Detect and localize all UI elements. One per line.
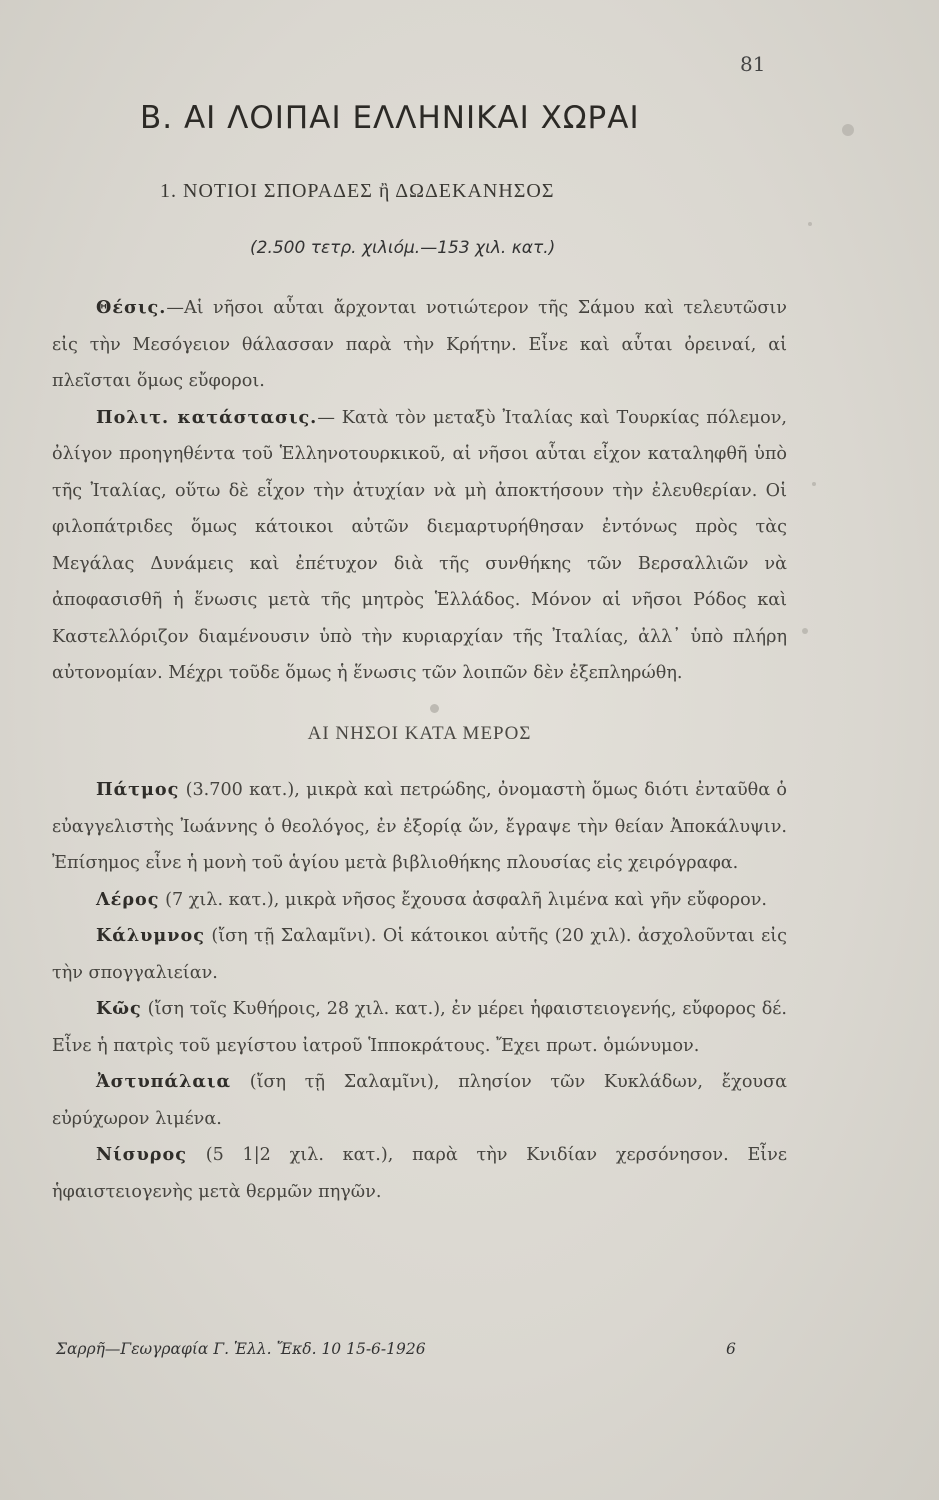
speck: [802, 628, 808, 634]
footer-imprint: Σαρρῆ—Γεωγραφία Γ. Ἑλλ. Ἔκδ. 10 15-6-1926: [56, 1340, 426, 1358]
area-population-line: (2.500 τετρ. χιλιόμ.—153 χιλ. κατ.): [250, 238, 556, 258]
island-entry: [52, 991, 787, 1064]
island-name: Νίσυρος: [96, 1144, 187, 1165]
island-description: (5 1|2 χιλ. κατ.), παρὰ τὴν Κνιδίαν χερσόνησον. Εἶνε ἡφαιστειογενὴς μετὰ θερμῶν πηγῶν.: [52, 1145, 787, 1202]
subheading: ΑΙ ΝΗΣΟΙ ΚΑΤΑ ΜΕΡΟΣ: [307, 722, 532, 744]
paragraph-text: —Αἱ νῆσοι αὗται ἄρχονται νοτιώτερον τῆς Σάμου καὶ τελευτῶσιν εἰς τὴν Μεσόγειον θάλασσαν παρὰ τὴν Κρήτην. Εἶνε καὶ αὗται ὀρειναί, αἱ πλεῖσται ὅμως εὔφοροι.: [52, 298, 787, 391]
speck: [842, 124, 854, 136]
footer-imprint-line: [56, 1340, 796, 1358]
island-description: (7 χιλ. κατ.), μικρὰ νῆσος ἔχουσα ἀσφαλῆ λιμένα καὶ γῆν εὔφορον.: [159, 889, 767, 910]
island-name: Ἀστυπάλαια: [96, 1071, 232, 1092]
island-entry: [52, 772, 787, 882]
island-entry: [52, 1064, 787, 1137]
paragraph-key: Θέσις.: [96, 297, 167, 318]
paragraph-political-status: [52, 400, 787, 692]
page-number: 81: [740, 52, 766, 76]
island-description: (ἴση τῇ Σαλαμῖνι). Οἱ κάτοικοι αὐτῆς (20 χιλ). ἀσχολοῦνται εἰς τὴν σπογγαλιείαν.: [52, 926, 787, 983]
island-entry: [52, 1137, 787, 1210]
island-entry: [52, 918, 787, 991]
paragraph-text: — Κατὰ τὸν μεταξὺ Ἰταλίας καὶ Τουρκίας πόλεμον, ὀλίγον προηγηθέντα τοῦ Ἑλληνοτουρκικοῦ, αἱ νῆσοι αὗται εἶχον καταληφθῆ ὑπὸ τῆς Ἰταλίας, οὕτω δὲ εἶχον τὴν ἀτυχίαν νὰ μὴ ἀποκτήσουν τὴν ἐλευθερίαν. Οἱ φιλοπάτριδες ὅμως κάτοικοι αὐτῶν διεμαρτυρήθησαν ἐντόνως πρὸς τὰς Μεγάλας Δυνάμεις καὶ ἐπέτυχον διὰ τῆς συνθήκης τῶν Βερσαλλιῶν νὰ ἀποφασισθῆ ἡ ἕνωσις μετὰ τῆς μητρὸς Ἑλλάδος. Μόνον αἱ νῆσοι Ρόδος καὶ Καστελλόριζον διαμένουσιν ὑπὸ τὴν κυριαρχίαν τῆς Ἰταλίας, ἀλλ᾽ ὑπὸ πλήρη αὐτονομίαν. Μέχρι τοῦδε ὅμως ἡ ἕνωσις τῶν λοιπῶν δὲν ἐξεπληρώθη.: [52, 407, 788, 683]
section-title: 1. ΝΟΤΙΟΙ ΣΠΟΡΑΔΕΣ ἢ ΔΩΔΕΚΑΝΗΣΟΣ: [160, 180, 555, 202]
island-name: Κάλυμνος: [96, 925, 205, 946]
island-description: (3.700 κατ.), μικρὰ καὶ πετρώδης, ὀνομαστὴ ὅμως διότι ἐνταῦθα ὁ εὐαγγελιστὴς Ἰωάννης ὁ θεολόγος, ἐν ἐξορίᾳ ὤν, ἔγραψε τὴν θείαν Ἀποκάλυψιν. Ἐπίσημος εἶνε ἡ μονὴ τοῦ ἁγίου μετὰ βιβλιοθήκης πλουσίας εἰς χειρόγραφα.: [52, 780, 787, 873]
paragraph-key: Πολιτ. κατάστασις.: [96, 406, 318, 428]
island-description: (ἴση τῇ Σαλαμῖνι), πλησίον τῶν Κυκλάδων, ἔχουσα εὐρύχωρον λιμένα.: [52, 1072, 787, 1129]
speck: [808, 222, 812, 226]
body-text: [52, 290, 787, 1210]
island-description: (ἴση τοῖς Κυθήροις, 28 χιλ. κατ.), ἐν μέρει ἡφαιστειογενής, εὔφορος δέ. Εἶνε ἡ πατρὶς τοῦ μεγίστου ἰατροῦ Ἱπποκράτους. Ἔχει πρωτ. ὁμώνυμον.: [52, 999, 787, 1056]
island-entry: [52, 882, 787, 919]
signature-mark: 6: [726, 1340, 736, 1358]
paragraph-position: [52, 290, 787, 400]
island-name: Λέρος: [96, 888, 160, 910]
speck: [812, 482, 816, 486]
island-name: Κῶς: [96, 998, 142, 1019]
island-name: Πάτμος: [96, 779, 180, 800]
chapter-title: Β. ΑΙ ΛΟΙΠΑΙ ΕΛΛΗΝΙΚΑΙ ΧΩΡΑΙ: [140, 100, 640, 136]
